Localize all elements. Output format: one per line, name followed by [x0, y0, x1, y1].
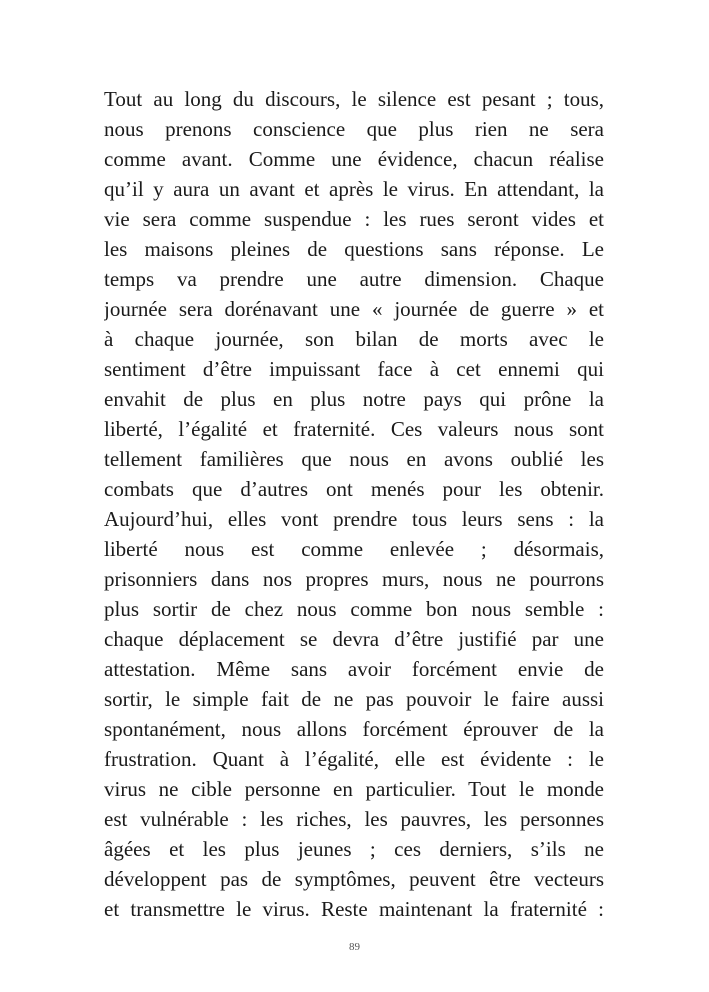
text-line: à chaque journée, son bilan de morts avec le: [104, 327, 604, 351]
text-line: qu’il y aura un avant et après le virus. En attendant, la: [104, 177, 604, 201]
text-line: temps va prendre une autre dimension. Chaque: [104, 267, 604, 291]
text-line: tellement familières que nous en avons oublié les: [104, 447, 604, 471]
text-line: et transmettre le virus. Reste maintenant la fraternité :: [104, 897, 604, 921]
body-text: [104, 84, 604, 924]
text-line: chaque déplacement se devra d’être justifié par une: [104, 627, 604, 651]
text-line: liberté, l’égalité et fraternité. Ces valeurs nous sont: [104, 417, 604, 441]
text-line: comme avant. Comme une évidence, chacun réalise: [104, 147, 604, 171]
text-line: plus sortir de chez nous comme bon nous semble :: [104, 597, 604, 621]
text-line: sentiment d’être impuissant face à cet ennemi qui: [104, 357, 604, 381]
text-line: vie sera comme suspendue : les rues seront vides et: [104, 207, 604, 231]
text-line: virus ne cible personne en particulier. Tout le monde: [104, 777, 604, 801]
text-line: attestation. Même sans avoir forcément envie de: [104, 657, 604, 681]
text-line: combats que d’autres ont menés pour les obtenir.: [104, 477, 604, 501]
text-line: sortir, le simple fait de ne pas pouvoir le faire aussi: [104, 687, 604, 711]
text-line: âgées et les plus jeunes ; ces derniers, s’ils ne: [104, 837, 604, 861]
text-line: journée sera dorénavant une « journée de guerre » et: [104, 297, 604, 321]
text-line: prisonniers dans nos propres murs, nous ne pourrons: [104, 567, 604, 591]
text-line: spontanément, nous allons forcément éprouver de la: [104, 717, 604, 741]
page-number: 89: [349, 941, 360, 953]
text-line: Aujourd’hui, elles vont prendre tous leurs sens : la: [104, 507, 604, 531]
text-line: liberté nous est comme enlevée ; désormais,: [104, 537, 604, 561]
text-line: développent pas de symptômes, peuvent être vecteurs: [104, 867, 604, 891]
text-line: les maisons pleines de questions sans réponse. Le: [104, 237, 604, 261]
text-line: envahit de plus en plus notre pays qui prône la: [104, 387, 604, 411]
text-line: frustration. Quant à l’égalité, elle est évidente : le: [104, 747, 604, 771]
text-line: nous prenons conscience que plus rien ne sera: [104, 117, 604, 141]
text-line: est vulnérable : les riches, les pauvres, les personnes: [104, 807, 604, 831]
text-line: Tout au long du discours, le silence est pesant ; tous,: [104, 87, 604, 111]
